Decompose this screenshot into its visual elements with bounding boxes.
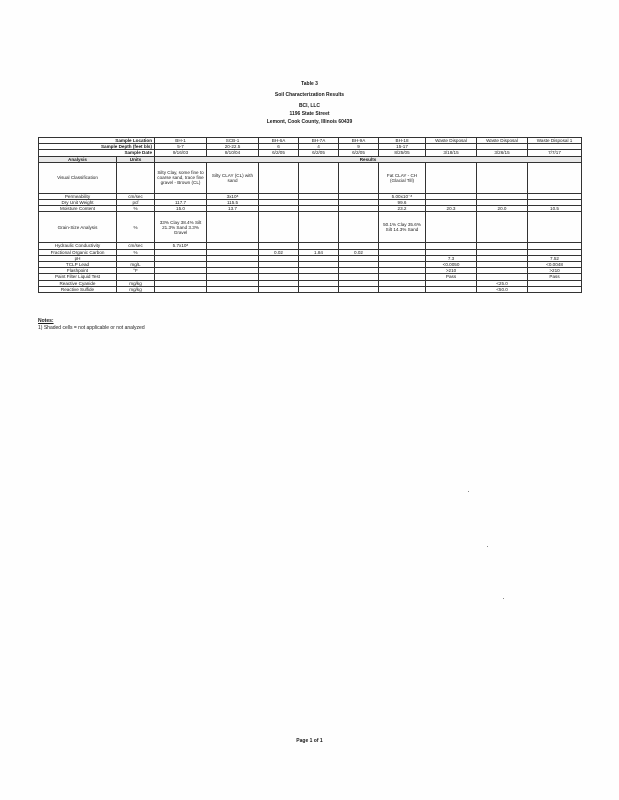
sample-location: Waste Disposal: [426, 138, 477, 144]
units-header: Units: [117, 156, 155, 162]
analysis-name: pH: [39, 255, 117, 261]
result-cell: Pass: [528, 274, 582, 280]
meta-label: Sample Depth (feet bls): [39, 144, 155, 150]
analysis-name: Reactive Cyanide: [39, 280, 117, 286]
result-cell: 0.02: [259, 249, 299, 255]
analysis-name: Fractional Organic Carbon: [39, 249, 117, 255]
result-cell: <50.0: [477, 286, 528, 292]
notes-heading: Notes:: [38, 318, 54, 324]
result-cell: [339, 286, 379, 292]
analysis-name: TCLP Lead: [39, 262, 117, 268]
sample-date: 7/7/17: [528, 150, 582, 156]
sample-date: 6/2/05: [339, 150, 379, 156]
units-cell: cm/sec: [117, 243, 155, 249]
sample-depth: 9: [339, 144, 379, 150]
result-cell: 15.0: [155, 206, 207, 212]
page-number: Page 1 of 1: [296, 738, 323, 744]
table-row: [39, 212, 582, 243]
sample-date: 6/2/05: [259, 150, 299, 156]
result-cell: <0.0050: [426, 262, 477, 268]
sample-location: BH-6A: [259, 138, 299, 144]
analysis-name: Dry Unit Weight: [39, 200, 117, 206]
result-cell: [426, 162, 477, 193]
site-location: Lemont, Cook County, Illinois 60439: [266, 119, 353, 125]
sample-depth: 6: [259, 144, 299, 150]
analysis-name: Visual Classification: [39, 162, 117, 193]
result-cell: 20.3: [426, 206, 477, 212]
result-cell: Silty CLAY (CL) with sand: [207, 162, 259, 193]
result-cell: [339, 162, 379, 193]
meta-label: Sample Location: [39, 138, 155, 144]
result-cell: >210: [528, 268, 582, 274]
table-title: Table 3: [301, 81, 318, 87]
result-cell: [379, 286, 426, 292]
result-cell: Fat CLAY - CH (Glacial Till): [379, 162, 426, 193]
units-cell: %: [117, 212, 155, 243]
result-cell: 10.5: [528, 206, 582, 212]
units-cell: mg/L: [117, 262, 155, 268]
sample-date: 9/16/03: [155, 150, 207, 156]
result-cell: 50.1% Clay 35.6% Silt 14.3% Sand: [379, 212, 426, 243]
sample-depth: 4: [299, 144, 339, 150]
result-cell: [259, 162, 299, 193]
sample-depth: 5-7: [155, 144, 207, 150]
result-cell: 13.7: [207, 206, 259, 212]
analysis-name: Permeability: [39, 193, 117, 199]
result-cell: Silty Clay, some fine to coarse sand, trace fine gravel - Brown (CL): [155, 162, 207, 193]
result-cell: [299, 212, 339, 243]
result-cell: 3x10⁸: [207, 193, 259, 199]
result-cell: [528, 286, 582, 292]
table-row: [39, 286, 582, 292]
units-cell: °F: [117, 268, 155, 274]
result-cell: [299, 286, 339, 292]
units-cell: pcf: [117, 200, 155, 206]
sample-location: SCB-1: [207, 138, 259, 144]
sample-date: 3/18/15: [426, 150, 477, 156]
result-cell: [259, 212, 299, 243]
result-cell: 23.2: [379, 206, 426, 212]
result-cell: [155, 286, 207, 292]
result-cell: 33% Clay 38.4% Silt 21.3% Sand 3.3% Gravel: [155, 212, 207, 243]
table-row: [39, 162, 582, 193]
analysis-name: Grain-Size Analysis: [39, 212, 117, 243]
analysis-name: Reactive Sulfide: [39, 286, 117, 292]
result-cell: 0.02: [339, 249, 379, 255]
result-cell: 7.52: [528, 255, 582, 261]
units-cell: cm/sec: [117, 193, 155, 199]
result-cell: 7.3: [426, 255, 477, 261]
result-cell: 99.6: [379, 200, 426, 206]
result-cell: <0.0048: [528, 262, 582, 268]
result-cell: <25.0: [477, 280, 528, 286]
result-cell: 115.5: [207, 200, 259, 206]
results-header: Results: [155, 156, 582, 162]
result-cell: [207, 286, 259, 292]
scan-speck: [468, 491, 469, 492]
analysis-name: Flashpoint: [39, 268, 117, 274]
sample-date: 3/26/15: [477, 150, 528, 156]
analysis-name: Paint Filter Liquid Test: [39, 274, 117, 280]
result-cell: 5.00x10⁻⁸: [379, 193, 426, 199]
result-cell: >210: [426, 268, 477, 274]
scan-speck: [503, 598, 504, 599]
result-cell: [528, 162, 582, 193]
meta-label: Sample Date: [39, 150, 155, 156]
result-cell: 1.84: [299, 249, 339, 255]
units-cell: %: [117, 249, 155, 255]
sample-date: 6/2/05: [299, 150, 339, 156]
sample-location: BH-1: [155, 138, 207, 144]
sample-date: 8/10/04: [207, 150, 259, 156]
result-cell: [426, 212, 477, 243]
sample-location: BH-7A: [299, 138, 339, 144]
result-cell: [339, 212, 379, 243]
result-cell: 5.7x10⁸: [155, 243, 207, 249]
sample-location: BH-18: [379, 138, 426, 144]
street-address: 1196 State Street: [289, 111, 330, 117]
result-cell: [259, 286, 299, 292]
analysis-header: Analysis: [39, 156, 117, 162]
sample-depth: 15-17: [379, 144, 426, 150]
sample-location: Waste Disposal 1: [528, 138, 582, 144]
result-cell: [477, 212, 528, 243]
analysis-name: Hydraulic Conductivity: [39, 243, 117, 249]
sample-date: 8/25/05: [379, 150, 426, 156]
result-cell: [477, 162, 528, 193]
notes-text: 1) Shaded cells = not applicable or not analyzed: [38, 325, 145, 331]
scan-speck: [487, 546, 488, 547]
sample-depth: 20-22.5: [207, 144, 259, 150]
result-cell: [528, 212, 582, 243]
result-cell: 117.7: [155, 200, 207, 206]
units-cell: mg/kg: [117, 280, 155, 286]
table-subtitle: Soil Characterization Results: [274, 92, 345, 98]
result-cell: Pass: [426, 274, 477, 280]
result-cell: [426, 286, 477, 292]
units-cell: mg/kg: [117, 286, 155, 292]
units-cell: %: [117, 206, 155, 212]
result-cell: [207, 212, 259, 243]
sample-location: BH-9A: [339, 138, 379, 144]
units-cell: [117, 162, 155, 193]
sample-location: Waste Disposal: [477, 138, 528, 144]
soil-characterization-table: [38, 137, 582, 293]
result-cell: [299, 162, 339, 193]
result-cell: 20.0: [477, 206, 528, 212]
analysis-name: Moisture Content: [39, 206, 117, 212]
company-name: BCI, LLC: [298, 103, 321, 109]
